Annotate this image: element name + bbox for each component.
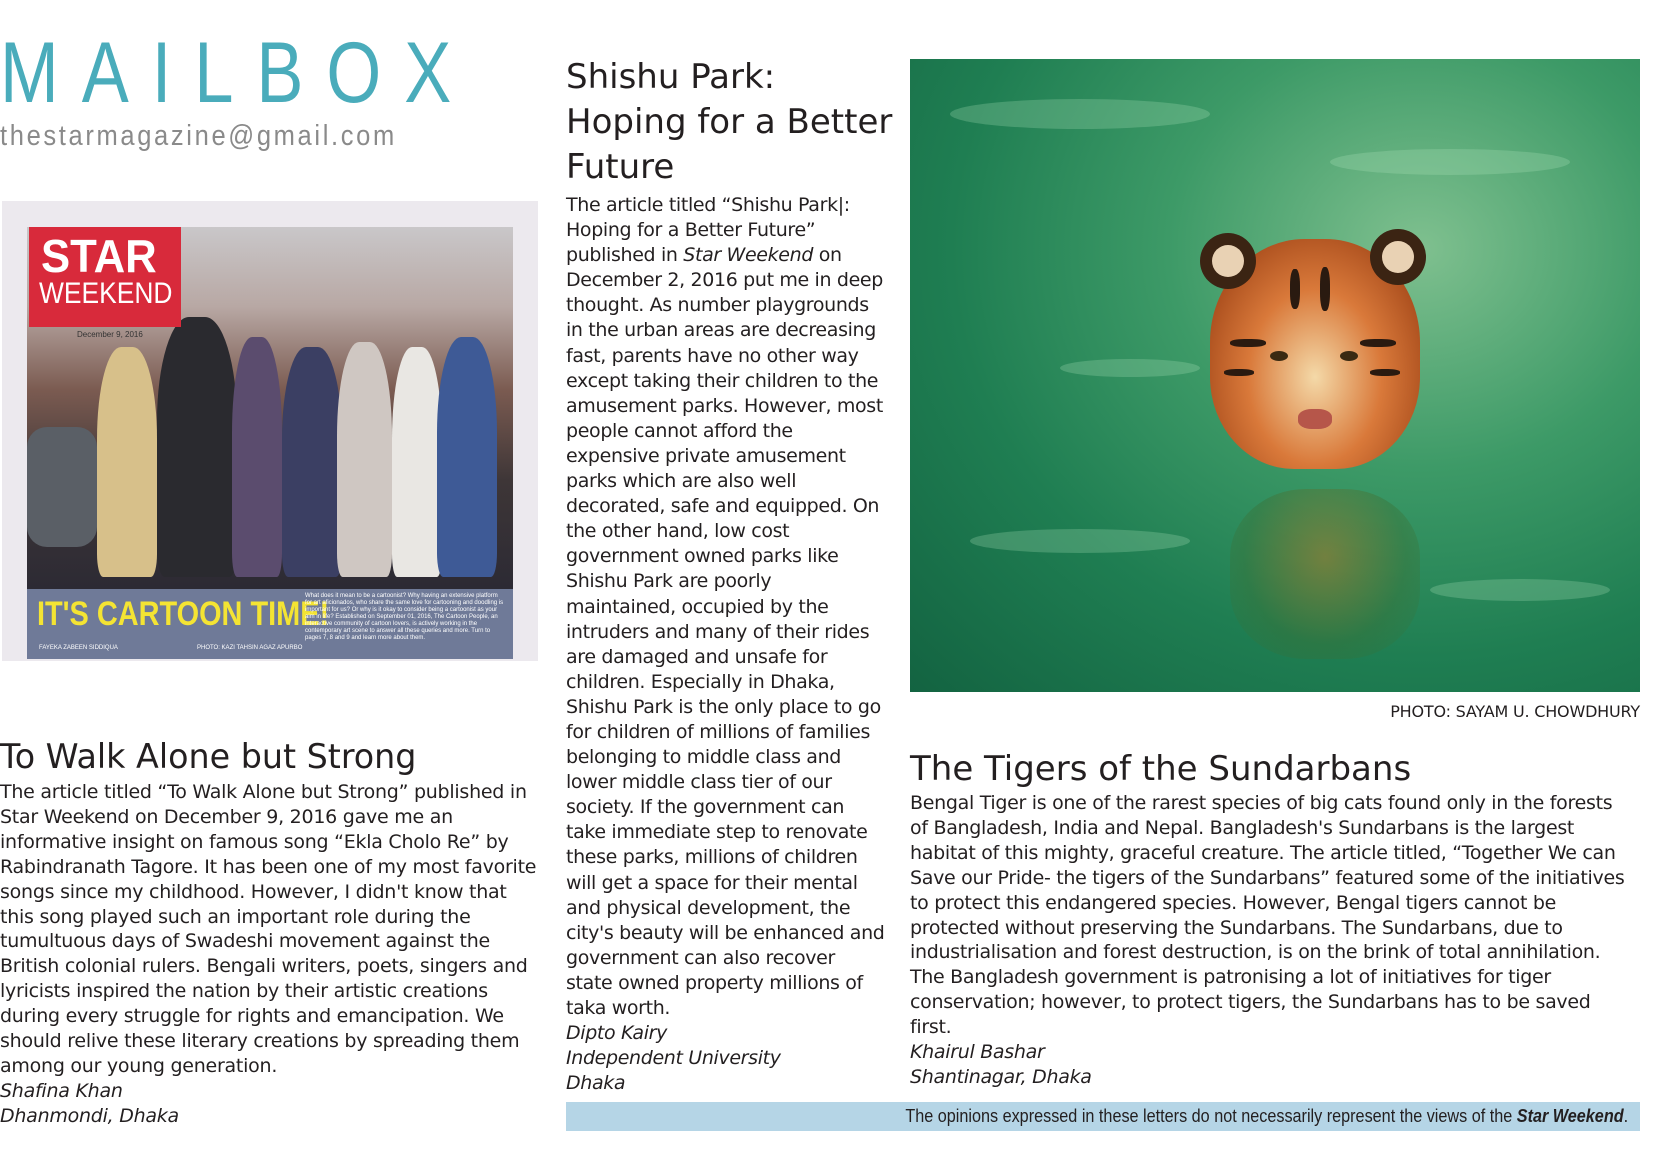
cover-credit-photo: PHOTO: KAZI TAHSIN AGAZ APURBO xyxy=(197,645,303,651)
tiger-eye xyxy=(1270,351,1288,361)
tiger-reflection xyxy=(1230,489,1420,659)
letter-shishu-body xyxy=(566,193,886,1021)
letter-shishu-body-rest: on December 2, 2016 put me in deep thought. As number playgrounds in the urban areas are decreasing fast, parents have no other way except taking their children to the amusement parks. However, most people cannot afford the expensive private amusement parks which are also well decorated, safe and equipped. On the other hand, low cost government owned parks like Shishu Park are poorly maintained, occupied by the intruders and many of their rides are damaged and unsafe for children. Especially in Dhaka, Shishu Park is the only place to go for children of millions of families belonging to middle class and lower middle class tier of our society. If the government can take immediate step to renovate these parks, millions of children will get a space for their mental and physical development, the city's beauty will be enhanced and government can also recover state owned property millions of taka worth. xyxy=(566,244,885,1019)
star-weekend-cover-image xyxy=(27,227,513,659)
letter-tigers-title: The Tigers of the Sundarbans xyxy=(910,749,1412,789)
tiger-photo xyxy=(910,59,1640,692)
letter-walk-title: To Walk Alone but Strong xyxy=(0,737,417,777)
cover-blurb: What does it mean to be a cartoonist? Why having an extensive platform for art aficionados, who share the same love for cartooning and doodling is important for us? Or why is it okay to consider being a cartoonist as your aim in life? Established on September 01, 2016, The Cartoon People, an interactive community of cartoon lovers, is actively working in the contemporary art scene to answer all these queries and more. Turn to pages 7, 8 and 9 and learn more about them. xyxy=(305,593,504,641)
water-ripple xyxy=(950,99,1210,129)
disclaimer-main: The opinions expressed in these letters do not necessarily represent the views of the xyxy=(905,1106,1517,1126)
tiger-ear xyxy=(1370,229,1426,285)
logo-star-text: STAR xyxy=(41,230,157,282)
tiger-ear xyxy=(1200,233,1256,289)
water-ripple xyxy=(1330,149,1570,175)
cover-person xyxy=(282,347,342,577)
letter-walk xyxy=(0,780,540,1129)
disclaimer-end: . xyxy=(1623,1106,1628,1126)
disclaimer-text xyxy=(905,1106,1628,1127)
letter-tigers-body: Bengal Tiger is one of the rarest species of big cats found only in the forests of Bangladesh, India and Nepal. Bangladesh's Sundarbans is the largest habitat of this mighty, graceful creature. The article titled, “Together We can Save our Pride- the tigers of the Sundarbans” featured some of the initiatives to protect this endangered species. However, Bengal tigers cannot be protected without preserving the Sundarbans. The Sundarbans, due to industrialisation and forest destruction, is on the brink of total annihilation. The Bangladesh government is patronising a lot of initiatives for tiger conservation; however, to protect tigers, the Sundarbans has to be saved first. xyxy=(910,792,1625,1039)
cover-headline: IT'S CARTOON TIME! xyxy=(37,595,330,633)
cover-person xyxy=(437,337,497,577)
letter-tigers-author: Khairul Bashar xyxy=(910,1041,1045,1064)
tiger-nose xyxy=(1298,409,1332,429)
photo-credit: PHOTO: SAYAM U. CHOWDHURY xyxy=(1390,702,1640,721)
cover-person xyxy=(392,347,442,577)
mailbox-email[interactable]: thestarmagazine@gmail.com xyxy=(0,120,397,152)
letter-shishu-location: Dhaka xyxy=(566,1072,626,1095)
tiger-stripe xyxy=(1224,369,1254,376)
letter-walk-body: The article titled “To Walk Alone but Strong” published in Star Weekend on December 9, 2016 gave me an informative insight on famous song “Ekla Cholo Re” by Rabindranath Tagore. It has been one of my most favorite songs since my childhood. However, I didn't know that this song played such an important role during the tumultuous days of Swadeshi movement against the British colonial rulers. Bengali writers, poets, singers and lyricists inspired the nation by their artistic creations during every struggle for rights and emancipation. We should relive these literary creations by spreading them among our young generation. xyxy=(0,781,537,1077)
cover-person xyxy=(157,317,237,577)
disclaimer-publication: Star Weekend xyxy=(1516,1106,1624,1126)
cover-credit-author: FAYEKA ZABEEN SIDDIQUA xyxy=(39,645,118,651)
disclaimer-bar xyxy=(566,1102,1640,1131)
tiger-stripe xyxy=(1290,269,1300,309)
cover-person xyxy=(97,347,157,577)
logo-weekend-text: WEEKEND xyxy=(39,277,173,310)
letter-walk-location: Dhanmondi, Dhaka xyxy=(0,1104,179,1127)
letter-walk-author: Shafina Khan xyxy=(0,1079,123,1102)
tiger-head xyxy=(1210,239,1420,469)
tiger-stripe xyxy=(1370,369,1400,376)
letter-shishu xyxy=(566,193,886,1096)
mailbox-title: MAILBOX xyxy=(0,25,475,121)
water-ripple xyxy=(1060,359,1200,377)
tiger-stripe xyxy=(1230,339,1266,347)
tiger-stripe xyxy=(1320,267,1330,311)
letter-shishu-body-start: The article titled “Shishu Park|: Hoping for a Better Future” published in xyxy=(566,194,850,267)
letter-shishu-title: Shishu Park: Hoping for a Better Future xyxy=(566,57,893,187)
cover-person xyxy=(232,337,282,577)
letter-tigers xyxy=(910,791,1630,1090)
publication-name: Star Weekend xyxy=(683,244,814,267)
water-ripple xyxy=(1430,579,1610,601)
letter-tigers-location: Shantinagar, Dhaka xyxy=(910,1066,1092,1089)
tiger-eye xyxy=(1340,351,1358,361)
cover-car xyxy=(27,427,97,547)
letter-shishu-institution: Independent University xyxy=(566,1047,781,1070)
cover-person xyxy=(337,342,392,577)
tiger-stripe xyxy=(1360,339,1396,347)
water-ripple xyxy=(970,529,1190,553)
cover-date: December 9, 2016 xyxy=(77,330,143,339)
star-weekend-logo xyxy=(29,227,181,327)
letter-shishu-author: Dipto Kairy xyxy=(566,1022,667,1045)
